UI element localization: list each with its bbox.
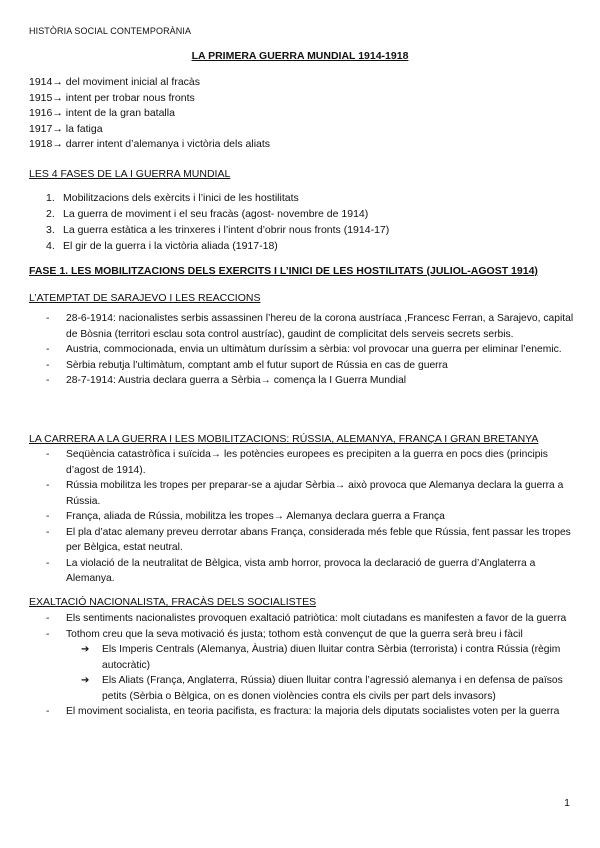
year-line: 1918→ darrer intent d’alemanya i victòria dels aliats (29, 138, 271, 150)
carrera-heading: LA CARRERA A LA GUERRA I LES MOBILITZACIONS: RÚSSIA, ALEMANYA, FRANÇA I GRAN BRETANYA (29, 433, 539, 445)
phase-text: El gir de la guerra i la victòria aliada (1917-18) (63, 240, 278, 252)
dash-bullet: - (46, 613, 50, 624)
list-item-text: El pla d’atac alemany preveu derrotar abans França, considerada més feble que Rússia, fent passar les tropes per Bèlgica, estat neutral. (66, 526, 571, 553)
year-line: 1915→ intent per trobar nous fronts (29, 91, 195, 104)
page-number: 1 (564, 797, 570, 809)
list-item-text: Els Aliats (França, Anglaterra, Rússia) diuen lluitar contra l’agressió alemanya i en defensa de països petits (Sèrbia o Bèlgica, on es donen violències contra els civils per part dels invasors) (102, 675, 563, 702)
years-list (29, 75, 270, 153)
phases-heading: LES 4 FASES DE LA I GUERRA MUNDIAL (29, 168, 231, 180)
phase-text: Mobilitzacions dels exèrcits i l’inici de les hostilitats (63, 192, 299, 204)
phase-item (46, 206, 389, 222)
arrow-bullet-icon: ➔ (81, 644, 90, 655)
arrow-bullet-icon: ➔ (81, 675, 90, 686)
list-item-text: Seqüència catastròfica i suïcida→ les potències europees es precipiten a la guerra en pocs dies (principis d’agost de 1914). (66, 449, 548, 476)
list-item-text: Els Imperis Centrals (Alemanya, Àustria) diuen lluitar contra Sèrbia (terrorista) i contra Rússia (règim autocràtic) (102, 644, 561, 671)
list-item-text: Austria, commocionada, envia un ultimàtum duríssim a sèrbia: vol provocar una guerra per eliminar l’enemic. (66, 344, 562, 355)
sub-list-item (81, 642, 576, 673)
list-item (46, 342, 576, 358)
list-item-text: Tothom creu que la seva motivació és justa; tothom està convençut de que la guerra serà breu i fàcil (66, 628, 523, 640)
dash-bullet: - (46, 628, 50, 640)
list-item (46, 358, 576, 374)
fase1-heading: FASE 1. LES MOBILITZACIONS DELS EXERCITS I L’INICI DE LES HOSTILITATS (JULIOL-AGOST 1914) (29, 265, 538, 277)
list-item-text: 28-6-1914: nacionalistes serbis assassinen l’hereu de la corona austríaca ,Francesc Ferran, a Sarajevo, capital de Bòsnia (territori esclau sota control austríac), gaudint de complicitat dels serveis secrets serbis. (66, 313, 574, 340)
phase-text: La guerra de moviment i el seu fracàs (agost- novembre de 1914) (63, 208, 369, 220)
carrera-list (46, 447, 576, 587)
list-item-text: La violació de la neutralitat de Bèlgica, vista amb horror, provoca la declaració de guerra d’Anglaterra a Alemanya. (66, 557, 536, 584)
list-item (46, 704, 576, 720)
phase-item (46, 222, 389, 238)
phase-item (46, 238, 389, 254)
dash-bullet: - (46, 706, 50, 717)
phase-number: 2. (46, 208, 55, 220)
dash-bullet: - (46, 313, 50, 324)
phases-list (46, 190, 389, 254)
list-item (46, 311, 576, 342)
sarajevo-heading: L’ATEMPTAT DE SARAJEVO I LES REACCIONS (29, 292, 261, 304)
list-item (46, 525, 576, 556)
dash-bullet: - (46, 511, 50, 522)
list-item-text: Els sentiments nacionalistes provoquen exaltació patriòtica: molt ciutadans es manifesten a favor de la guerra (66, 613, 567, 624)
dash-bullet: - (46, 375, 50, 386)
dash-bullet: - (46, 526, 50, 538)
document-title: LA PRIMERA GUERRA MUNDIAL 1914-1918 (191, 50, 409, 62)
list-item-text: Rússia mobilitza les tropes per preparar-se a ajudar Sèrbia→ això provoca que Alemanya declara la guerra a Rússia. (66, 480, 564, 507)
document-header: HISTÒRIA SOCIAL CONTEMPORÀNIA (29, 26, 192, 36)
year-line: 1914→ del moviment inicial al fracàs (29, 76, 200, 88)
list-item (46, 627, 576, 643)
dash-bullet: - (46, 557, 50, 569)
phase-text: La guerra estàtica a les trinxeres i l’intent d’obrir nous fronts (1914-17) (63, 224, 390, 236)
sarajevo-list (46, 311, 576, 389)
year-line: 1916→ intent de la gran batalla (29, 107, 175, 119)
phase-number: 1. (46, 192, 55, 204)
list-item (46, 509, 576, 525)
list-item-text: Sèrbia rebutja l’ultimàtum, comptant amb el futur suport de Rússia en cas de guerra (66, 359, 448, 371)
dash-bullet: - (46, 449, 50, 460)
phase-number: 3. (46, 224, 55, 236)
phase-item (46, 190, 389, 206)
list-item (46, 447, 576, 478)
exaltacio-list (46, 611, 576, 720)
exaltacio-heading: EXALTACIÓ NACIONALISTA, FRACÀS DELS SOCIALISTES (29, 596, 317, 608)
dash-bullet: - (46, 344, 50, 355)
list-item (46, 611, 576, 627)
list-item-text: El moviment socialista, en teoria pacifista, es fractura: la majoria dels diputats socialistes voten per la guerra (66, 706, 560, 717)
list-item (46, 478, 576, 509)
sub-list-item (81, 673, 576, 704)
phase-number: 4. (46, 240, 55, 252)
list-item (46, 373, 576, 389)
year-line: 1917→ la fatiga (29, 122, 103, 135)
dash-bullet: - (46, 480, 50, 491)
dash-bullet: - (46, 359, 50, 371)
list-item-text: França, aliada de Rússia, mobilitza les tropes→ Alemanya declara guerra a França (66, 511, 445, 522)
list-item-text: 28-7-1914: Austria declara guerra a Sèrbia→ comença la I Guerra Mundial (66, 375, 406, 386)
list-item (46, 556, 576, 587)
